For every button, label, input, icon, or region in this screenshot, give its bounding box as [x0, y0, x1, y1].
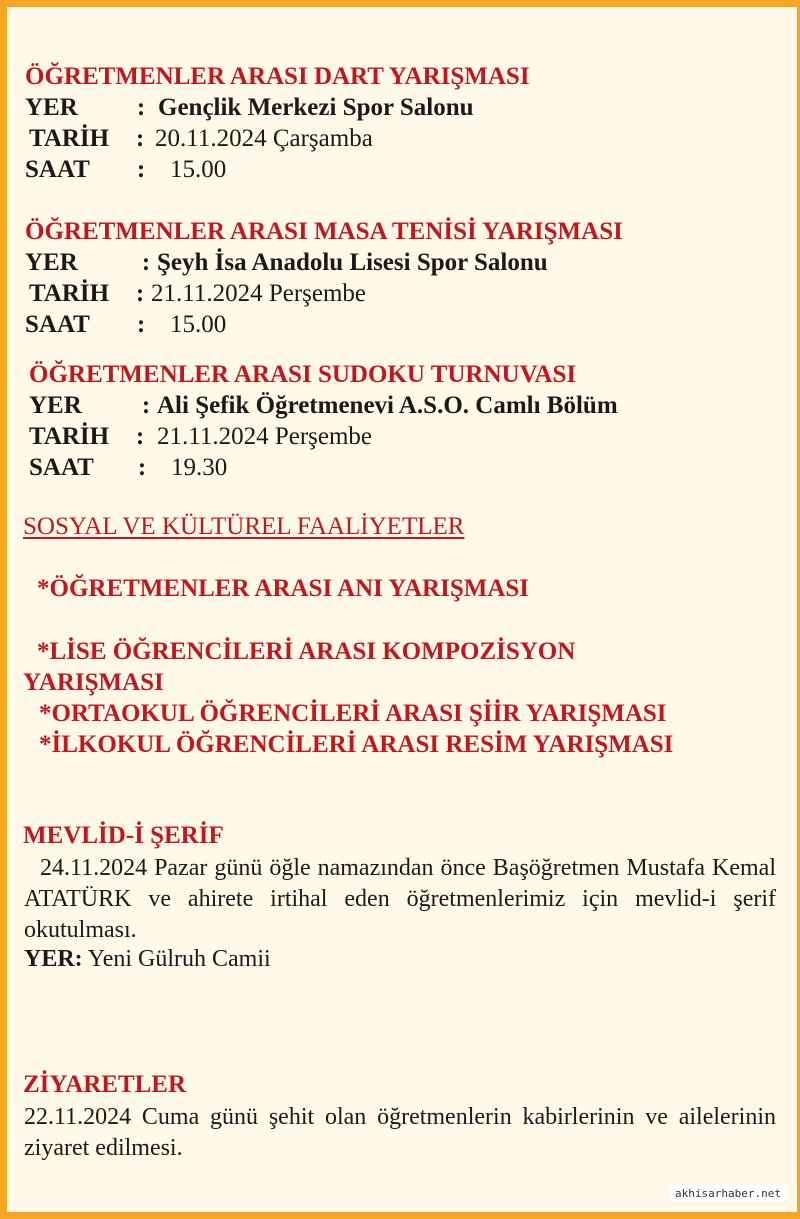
table-tennis-time: 15.00	[170, 311, 227, 338]
mevlid-place-label: YER:	[24, 946, 83, 972]
sudoku-title: ÖĞRETMENLER ARASI SUDOKU TURNUVASI	[29, 361, 577, 388]
label-saat: SAAT	[25, 311, 90, 338]
label-saat: SAAT	[29, 454, 94, 481]
social-item-memory-contest: *ÖĞRETMENLER ARASI ANI YARIŞMASI	[37, 575, 530, 602]
mevlid-place-row	[24, 946, 271, 973]
sudoku-date: 21.11.2024 Perşembe	[157, 423, 373, 450]
colon: :	[135, 125, 145, 152]
colon: :	[141, 392, 151, 419]
label-yer: YER	[25, 249, 78, 276]
mevlid-text: 24.11.2024 Pazar günü öğle namazından önce Başöğretmen Mustafa Kemal ATATÜRK ve ahirete irtihal eden öğretmenlerimiz için mevlid-i şerif okutulması.	[24, 855, 776, 943]
table-tennis-title: ÖĞRETMENLER ARASI MASA TENİSİ YARIŞMASI	[25, 218, 623, 245]
colon: :	[135, 423, 145, 450]
dart-date-row	[29, 125, 373, 153]
sudoku-date-row	[29, 423, 372, 451]
mevlid-title: MEVLİD-İ ŞERİF	[23, 822, 224, 849]
colon: :	[136, 156, 146, 183]
social-item-poetry-contest: *ORTAOKUL ÖĞRENCİLERİ ARASI ŞİİR YARIŞMASI	[39, 700, 667, 727]
mevlid-place: Yeni Gülruh Camii	[87, 946, 271, 972]
visits-text: 22.11.2024 Cuma günü şehit olan öğretmenlerin kabirlerinin ve ailelerinin ziyaret edilmesi.	[24, 1104, 776, 1161]
social-item-painting-contest: *İLKOKUL ÖĞRENCİLERİ ARASI RESİM YARIŞMASI	[39, 731, 674, 758]
dart-place: Gençlik Merkezi Spor Salonu	[158, 94, 474, 121]
social-item-composition-contest-cont: YARIŞMASI	[23, 669, 164, 696]
table-tennis-time-row	[25, 311, 226, 339]
social-cultural-heading: SOSYAL VE KÜLTÜREL FAALİYETLER	[23, 513, 465, 540]
label-tarih: TARİH	[29, 125, 110, 152]
dart-title: ÖĞRETMENLER ARASI DART YARIŞMASI	[25, 63, 530, 90]
table-tennis-date: 21.11.2024 Perşembe	[151, 280, 367, 307]
source-watermark: akhisarhaber.net	[669, 1185, 787, 1202]
colon: :	[141, 249, 151, 276]
label-yer: YER	[25, 94, 78, 121]
dart-time-row	[25, 156, 226, 184]
label-tarih: TARİH	[29, 280, 110, 307]
visits-title: ZİYARETLER	[23, 1071, 187, 1098]
colon: :	[137, 454, 147, 481]
table-tennis-place-row	[25, 249, 548, 277]
label-saat: SAAT	[25, 156, 90, 183]
colon: :	[136, 311, 146, 338]
label-yer: YER	[29, 392, 82, 419]
dart-place-row	[25, 94, 474, 122]
label-tarih: TARİH	[29, 423, 110, 450]
colon: :	[135, 280, 145, 307]
dart-time: 15.00	[170, 156, 227, 183]
sudoku-time-row	[29, 454, 227, 482]
social-item-composition-contest: *LİSE ÖĞRENCİLERİ ARASI KOMPOZİSYON	[37, 638, 576, 665]
colon: :	[136, 94, 146, 121]
dart-date: 20.11.2024 Çarşamba	[155, 125, 373, 152]
sudoku-place: Ali Şefik Öğretmenevi A.S.O. Camlı Bölüm	[157, 392, 618, 419]
sudoku-place-row	[29, 392, 618, 420]
table-tennis-place: Şeyh İsa Anadolu Lisesi Spor Salonu	[157, 249, 548, 276]
poster-panel	[7, 7, 797, 1212]
table-tennis-date-row	[29, 280, 366, 308]
sudoku-time: 19.30	[171, 454, 228, 481]
